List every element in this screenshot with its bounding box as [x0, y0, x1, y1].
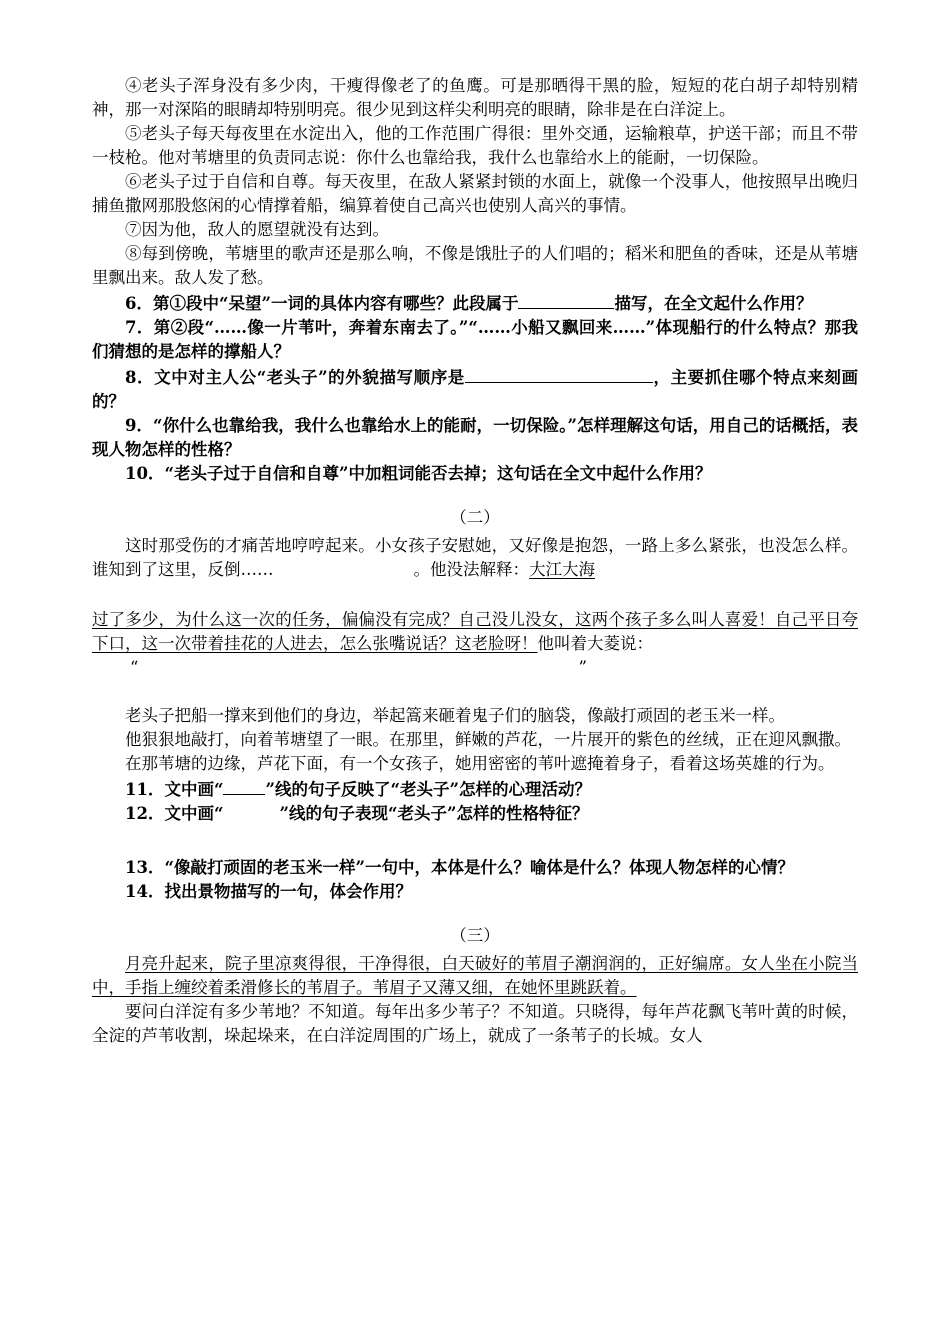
passage-3-paragraph-2: 要问白洋淀有多少苇地？不知道。每年出多少苇子？不知道。只晓得，每年芦花飘飞苇叶黄的时候，全淀的芦苇收割，垛起垛来，在白洋淀周围的广场上，就成了一条苇子的长城。女人: [92, 1002, 858, 1045]
passage-2-paragraph-4: 在那苇塘的边缘，芦花下面，有一个女孩子，她用密密的苇叶遮掩着身子，看着这场英雄的行为。: [125, 754, 835, 773]
paragraph-5: ⑤老头子每天每夜里在水淀出入，他的工作范围广得很：里外交通，运输粮草，护送干部；而且不带一枝枪。他对苇塘里的负责同志说：你什么也靠给我，我什么也靠给水上的能耐，一切保险。: [92, 124, 858, 167]
question-14: 14．找出景物描写的一句，体会作用？: [125, 882, 412, 901]
question-12: 12．文中画“ ”线的句子表现“老头子”怎样的性格特征？: [125, 804, 589, 823]
underlined-sentence-continued: 过了多少，为什么这一次的任务，偏偏没有完成？自己没儿没女，这两个孩子多么叫人喜爱！自己平日夸下口，这一次带着挂花的人进去，怎么张嘴说话？这老脸呀！: [92, 610, 858, 653]
question-number: 14．: [125, 882, 165, 901]
passage-2-underlined-continuation: 过了多少，为什么这一次的任务，偏偏没有完成？自己没儿没女，这两个孩子多么叫人喜爱！自己平日夸下口，这一次带着挂花的人进去，怎么张嘴说话？这老脸呀！他叫着大菱说：: [92, 610, 858, 653]
passage-3-paragraph-1: [92, 952, 858, 1000]
underlined-sentence: 月亮升起来，院子里凉爽得很，干净得很，白天破好的苇眉子潮润润的，正好编席。女人坐在小院当中，手指上缠绞着柔滑修长的苇眉子。苇眉子又薄又细，在她怀里跳跃着。: [92, 954, 858, 997]
question-6: 6．第①段中“呆望”一词的具体内容有哪些？此段属于 描写，在全文起什么作用？: [92, 290, 858, 316]
underline-sample: [223, 776, 265, 795]
question-number: 13．: [125, 858, 165, 877]
question-number: 10．: [125, 464, 165, 483]
question-7: 7．第②段“……像一片苇叶，奔着东南去了。”“……小船又飘回来……”体现船行的什么特点？那我们猜想的是怎样的撑船人？: [92, 318, 859, 361]
question-number: 12．: [125, 804, 165, 823]
question-number: 7．: [125, 318, 154, 337]
paragraph-4: ④老头子浑身没有多少肉，干瘦得像老了的鱼鹰。可是那晒得干黑的脸，短短的花白胡子却特别精神，那一对深陷的眼睛却特别明亮。很少见到这样尖利明亮的眼睛，除非是在白洋淀上。: [92, 76, 858, 119]
passage-2-paragraph-2: 老头子把船一撑来到他们的身边，举起篙来砸着鬼子们的脑袋，像敲打顽固的老玉米一样。: [125, 706, 785, 725]
question-11: 11．文中画“ ”线的句子反映了“老头子”怎样的心理活动？: [92, 776, 858, 802]
section-heading-3: （三）: [450, 926, 500, 945]
question-number: 6．: [125, 294, 153, 313]
question-10: 10．“老头子过于自信和自尊”中加粗词能否去掉；这句话在全文中起什么作用？: [125, 464, 712, 483]
spacer: [92, 826, 858, 856]
underlined-sentence: 大江大海: [529, 560, 595, 579]
passage-2-paragraph-1: 这时那受伤的才痛苦地哼哼起来。小女孩子安慰她，又好像是抱怨，一路上多么紧张，也没怎么样。谁知到了这里，反倒…… 。他没法解释：大江大海: [92, 536, 858, 579]
answer-blank[interactable]: [518, 290, 614, 309]
paragraph-8: ⑧每到傍晚，苇塘里的歌声还是那么响，不像是饿肚子的人们唱的；稻米和肥鱼的香味，还是从苇塘里飘出来。敌人发了愁。: [92, 244, 858, 287]
question-number: 11．: [125, 780, 165, 799]
question-number: 9．: [125, 416, 154, 435]
question-number: 8．: [125, 368, 155, 387]
question-8: 8．文中对主人公“老头子”的外貌描写顺序是 ，主要抓住哪个特点来刻画的？: [92, 364, 858, 414]
paragraph-7: ⑦因为他，敌人的愿望就没有达到。: [125, 220, 389, 239]
document-page: [92, 74, 858, 1048]
paragraph-6: ⑥老头子过于自信和自尊。每天夜里，在敌人紧紧封锁的水面上，就像一个没事人，他按照早出晚归捕鱼撒网那股悠闲的心情撑着船，编算着使自己高兴也使别人高兴的事情。: [92, 172, 858, 215]
quote-blank-line: “ ”: [130, 658, 587, 677]
section-heading-2: （二）: [450, 508, 500, 527]
answer-blank[interactable]: [465, 364, 653, 383]
question-13: 13．“像敲打顽固的老玉米一样”一句中，本体是什么？喻体是什么？体现人物怎样的心情？: [125, 858, 794, 877]
spacer: [92, 680, 858, 704]
question-9: 9．“你什么也靠给我，我什么也靠给水上的能耐，一切保险。”怎样理解这句话，用自己的话概括，表现人物怎样的性格？: [92, 416, 859, 459]
passage-2-paragraph-3: 他狠狠地敲打，向着苇塘望了一眼。在那里，鲜嫩的芦花，一片展开的紫色的丝绒，正在迎风飘撒。: [125, 730, 851, 749]
spacer: [92, 582, 858, 608]
